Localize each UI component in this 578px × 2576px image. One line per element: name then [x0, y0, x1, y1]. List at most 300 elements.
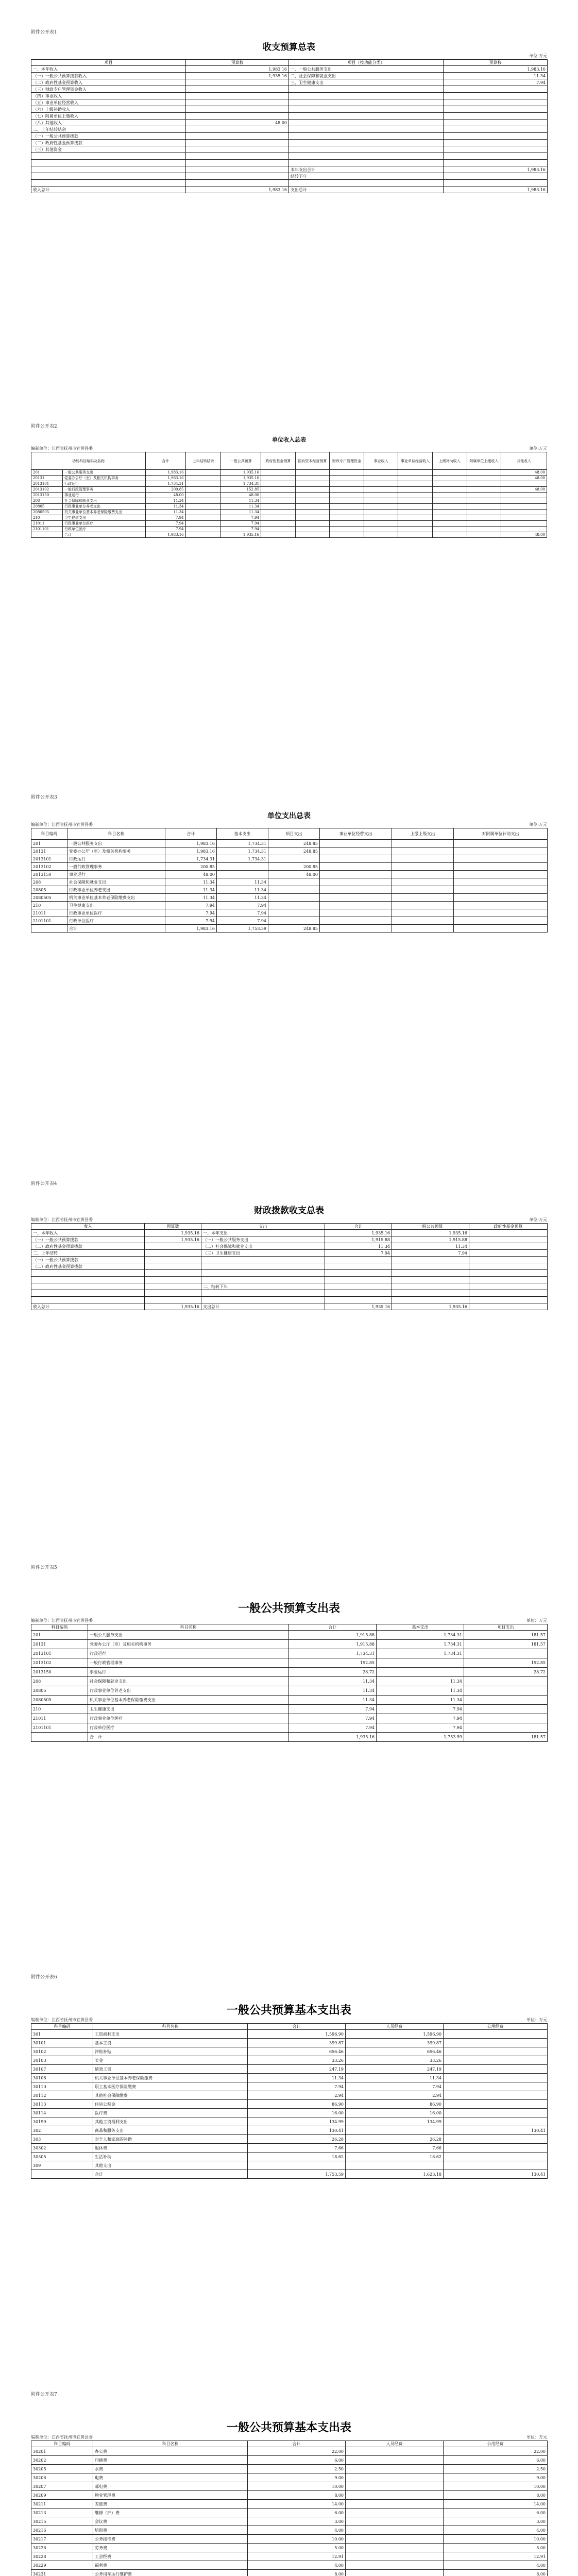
table-cell: 2013150	[31, 871, 67, 878]
table-cell: 30102	[31, 2047, 93, 2056]
table-row	[31, 2065, 548, 2074]
table-cell	[398, 481, 433, 487]
table-cell	[289, 140, 444, 146]
table-cell	[261, 521, 296, 527]
table-row	[31, 173, 548, 180]
table-row	[31, 2526, 548, 2535]
table-cell	[330, 481, 364, 487]
table-cell	[320, 878, 392, 886]
table-cell: 行政事业单位医疗	[63, 521, 146, 527]
table-cell	[392, 1263, 469, 1270]
table-cell	[467, 504, 501, 510]
page-title: 收支预算总表	[263, 42, 315, 53]
table-cell	[268, 917, 320, 925]
table-header-cell: 上级补助收入	[432, 452, 467, 470]
table-cell: 1,983.16	[145, 470, 185, 476]
table-cell: 248.85	[268, 925, 320, 933]
table-cell: 1,734.31	[217, 848, 268, 855]
table-cell	[501, 527, 547, 532]
table-cell: 一般行政管理事务	[63, 487, 146, 493]
table-cell: 1,935.16	[289, 1733, 377, 1742]
table-cell: 11.34	[221, 498, 261, 504]
table-cell: 11.34	[248, 2074, 346, 2082]
table-cell	[346, 2473, 444, 2482]
table-cell	[346, 2561, 444, 2570]
table-header-cell: 人员经费	[346, 2441, 444, 2447]
table-cell: 事业运行	[88, 1668, 289, 1677]
table-cell: 11.34	[145, 504, 185, 510]
table-cell	[261, 487, 296, 493]
table-cell: 48.00	[501, 470, 547, 476]
table-cell: 2013102	[31, 487, 63, 493]
attachment-mark: 附件公开表1	[31, 30, 57, 35]
table-cell	[392, 1277, 469, 1283]
table-header-cell: 项目支出	[464, 1624, 548, 1631]
table-cell	[295, 515, 330, 521]
table-cell	[289, 113, 444, 120]
table-cell: 事业运行	[63, 493, 146, 498]
table-cell: 1,935.16	[221, 532, 261, 538]
table-cell: 208	[31, 1677, 88, 1686]
unit-label: 单位:万元	[529, 54, 547, 58]
table-row	[31, 2544, 548, 2552]
table-cell: 248.85	[268, 840, 320, 848]
unit-label: 单位:万元	[529, 822, 547, 827]
table-cell: 10.00	[444, 2482, 548, 2491]
table-cell: 2.50	[444, 2465, 548, 2473]
table-cell	[186, 99, 289, 106]
table-cell	[364, 510, 398, 515]
table-cell: 行政事业单位养老支出	[63, 504, 146, 510]
table-cell: 2.94	[248, 2091, 346, 2100]
unit-label: 单位：万元	[526, 2435, 547, 2439]
table-cell: 会议费	[93, 2517, 248, 2526]
table-header-cell: 其他收入	[501, 452, 547, 470]
table-cell: 30216	[31, 2526, 93, 2535]
table-cell	[469, 1257, 548, 1263]
table-cell	[464, 1705, 548, 1714]
table-cell: 行政事业单位养老支出	[67, 886, 165, 894]
table-cell: 电费	[93, 2473, 248, 2482]
table-cell	[295, 476, 330, 481]
table-row	[31, 1250, 548, 1257]
table-cell	[346, 2544, 444, 2552]
table-cell: 208	[31, 878, 67, 886]
table-row	[31, 2100, 548, 2109]
table-cell: 本年支出合计	[289, 166, 444, 173]
table-cell: 1,734.31	[145, 481, 185, 487]
table-row	[31, 2082, 548, 2091]
table-row	[31, 2465, 548, 2473]
table-cell: 30229	[31, 2561, 93, 2570]
table-cell: 22.00	[444, 2447, 548, 2456]
table-cell	[320, 848, 392, 855]
table-cell: 2101101	[31, 1723, 88, 1733]
table-cell: 医疗费	[93, 2109, 248, 2117]
table-cell: 一、本年收入	[31, 1230, 145, 1236]
table-cell: 2101101	[31, 527, 63, 532]
table-cell: 二、结转下年	[201, 1283, 325, 1290]
table-row	[31, 493, 547, 498]
table-cell	[186, 146, 289, 153]
table-cell: 一般公共服务支出	[88, 1631, 289, 1640]
table-cell: 11.34	[165, 894, 217, 902]
table-cell: 11.34	[289, 1677, 377, 1686]
table-header-cell: 合计	[248, 2024, 346, 2030]
table-cell: 1,935.16	[325, 1230, 392, 1236]
table-cell	[289, 133, 444, 140]
table-cell: 7.94	[145, 527, 185, 532]
table-cell	[444, 2074, 548, 2082]
table-header-cell: 预算数	[145, 1224, 201, 1230]
table-cell	[392, 1270, 469, 1277]
table-row	[31, 510, 547, 515]
table-cell: 1,915.88	[289, 1631, 377, 1640]
table-cell	[464, 1677, 548, 1686]
table-cell: 1,734.31	[165, 855, 217, 863]
table-row	[31, 2509, 548, 2517]
table-header-cell: 科目名称	[88, 1624, 289, 1631]
table-row	[31, 2056, 548, 2065]
table-cell: 10.00	[248, 2482, 346, 2491]
table-cell	[444, 2153, 548, 2161]
table-header-cell: 预算数	[444, 60, 548, 66]
table-cell: 劳务费	[93, 2544, 248, 2552]
table-cell: 5.00	[248, 2544, 346, 2552]
table-cell: 30226	[31, 2544, 93, 2552]
table-cell	[261, 510, 296, 515]
table-cell: 7.94	[289, 1714, 377, 1723]
table-cell: 1,734.31	[377, 1649, 464, 1658]
table-cell	[185, 532, 221, 538]
table-cell	[398, 532, 433, 538]
table-cell: 收入总计	[31, 187, 186, 193]
table-cell: 2080505	[31, 894, 67, 902]
table-cell	[325, 1263, 392, 1270]
attachment-mark: 附件公开表7	[31, 2392, 57, 2397]
table-cell	[398, 476, 433, 481]
table-cell: 30206	[31, 2473, 93, 2482]
table-cell: 247.19	[346, 2065, 444, 2074]
table-cell: 11.34	[221, 510, 261, 515]
table-row	[31, 73, 548, 79]
table-cell: 11.34	[165, 886, 217, 894]
table-cell	[330, 515, 364, 521]
table-cell	[320, 917, 392, 925]
table-cell	[444, 99, 548, 106]
table-cell: 16.00	[346, 2109, 444, 2117]
table-cell	[330, 504, 364, 510]
table-cell: 2.94	[346, 2091, 444, 2100]
table-cell	[501, 521, 547, 527]
table-cell: 30112	[31, 2091, 93, 2100]
table-cell	[398, 470, 433, 476]
table-cell	[145, 1263, 201, 1270]
table-header-cell: 财政专户管理资金	[330, 452, 364, 470]
table-cell	[454, 871, 548, 878]
table-row	[31, 2517, 548, 2526]
org-label: 编制单位：江西省抚州市宜黄县委	[31, 2435, 93, 2439]
table-cell: 134.99	[346, 2117, 444, 2126]
table-cell	[186, 180, 289, 187]
table-row	[31, 1677, 548, 1686]
table-row	[31, 481, 547, 487]
table-cell	[346, 2482, 444, 2491]
table-cell: 1,983.16	[444, 166, 548, 173]
table-row	[31, 120, 548, 126]
table-cell	[346, 2465, 444, 2473]
table-cell: 7.94	[377, 1714, 464, 1723]
table-cell	[432, 481, 467, 487]
table-cell: 247.19	[248, 2065, 346, 2074]
table-cell	[444, 2082, 548, 2091]
table-row	[31, 153, 548, 160]
table-cell: 7.66	[346, 2144, 444, 2153]
table-cell	[295, 532, 330, 538]
table-cell	[289, 180, 444, 187]
table-cell	[320, 902, 392, 909]
table-row	[31, 1714, 548, 1723]
table-cell	[501, 498, 547, 504]
table-cell	[186, 173, 289, 180]
table-cell: 2013150	[31, 1668, 88, 1677]
table-cell: 收入总计	[31, 1303, 145, 1310]
table-header-cell: 科目名称	[67, 828, 165, 840]
table-cell: 30231	[31, 2570, 93, 2576]
table-cell	[346, 2526, 444, 2535]
table-cell	[444, 160, 548, 166]
table-row	[31, 855, 548, 863]
table-cell	[454, 855, 548, 863]
table-cell: 200.85	[165, 863, 217, 871]
table-row	[31, 146, 548, 153]
org-label: 编制单位：江西省抚州市宜黄县委	[31, 822, 93, 827]
table-cell: 一般公共服务支出	[63, 470, 146, 476]
table-cell: 7.94	[444, 79, 548, 86]
table-row	[31, 2535, 548, 2544]
table-cell: 9.00	[248, 2473, 346, 2482]
table-cell: 奖金	[93, 2056, 248, 2065]
table-cell: （二）政府性基金预算拨款	[31, 1243, 145, 1250]
table-cell: 86.90	[248, 2100, 346, 2109]
table-cell: 党委办公厅（室）及相关机构事务	[63, 476, 146, 481]
table-cell	[268, 878, 320, 886]
table-cell	[444, 113, 548, 120]
table-cell: 结转下年	[289, 173, 444, 180]
table-cell: 公务用车运行维护费	[93, 2570, 248, 2576]
table-header-cell: 一般公共预算	[221, 452, 261, 470]
table-cell: 1,983.16	[145, 532, 185, 538]
table-cell: 5.00	[444, 2544, 548, 2552]
table-row	[31, 66, 548, 73]
table-cell	[377, 1658, 464, 1668]
table-cell: 12.91	[444, 2552, 548, 2561]
table-cell	[469, 1283, 548, 1290]
table-row	[31, 2047, 548, 2056]
table-cell: 2080505	[31, 1696, 88, 1705]
page-title: 财政拨款收支总表	[254, 1206, 324, 1216]
table-cell	[185, 487, 221, 493]
table-cell: 公务接待费	[93, 2535, 248, 2544]
table-cell	[325, 1290, 392, 1297]
table-cell	[330, 527, 364, 532]
table-cell: 卫生健康支出	[67, 902, 165, 909]
table-cell: 181.57	[464, 1733, 548, 1742]
table-cell	[295, 481, 330, 487]
table-cell: 1,935.16	[392, 1303, 469, 1310]
table-cell	[432, 498, 467, 504]
table-cell	[364, 481, 398, 487]
general-budget-table	[31, 1624, 548, 1742]
table-cell	[295, 521, 330, 527]
basic-expenditure-table-1	[31, 2023, 548, 2179]
table-cell: 1,915.88	[325, 1236, 392, 1243]
table-header-cell: 公用经费	[444, 2024, 548, 2030]
table-header-cell: 功能科目编码及名称	[31, 452, 146, 470]
table-cell: 130.41	[444, 2126, 548, 2135]
table-header-cell: 科目编码	[31, 2024, 93, 2030]
table-cell: （八）其他收入	[31, 120, 186, 126]
table-cell: 201	[31, 840, 67, 848]
table-cell: 303	[31, 2135, 93, 2144]
table-row	[31, 180, 548, 187]
table-cell	[364, 470, 398, 476]
table-cell	[201, 1290, 325, 1297]
table-cell	[346, 2126, 444, 2135]
table-cell: 8.00	[248, 2570, 346, 2576]
table-cell	[377, 1668, 464, 1677]
table-cell: 11.34	[145, 498, 185, 504]
table-header-cell: 支出	[201, 1224, 325, 1230]
table-cell: 其他社会保障缴费	[93, 2091, 248, 2100]
table-cell: 30207	[31, 2482, 93, 2491]
table-cell	[289, 146, 444, 153]
table-row	[31, 909, 548, 917]
table-cell: 1,983.16	[186, 66, 289, 73]
table-cell: 2013102	[31, 1658, 88, 1668]
table-cell	[325, 1257, 392, 1263]
table-cell: 16.00	[248, 2109, 346, 2117]
table-cell: 86.90	[346, 2100, 444, 2109]
table-cell: （一）一般公共预算拨款	[31, 1236, 145, 1243]
table-cell	[268, 902, 320, 909]
table-cell	[444, 2091, 548, 2100]
table-cell	[31, 166, 186, 173]
table-cell: 1,935.16	[392, 1230, 469, 1236]
table-row	[31, 2570, 548, 2576]
table-cell: 6.00	[444, 2509, 548, 2517]
table-cell: 11.34	[444, 73, 548, 79]
table-row	[31, 1733, 548, 1742]
page-title: 一般公共预算基本支出表	[226, 2004, 351, 2017]
table-cell: 行政事业单位医疗	[67, 909, 165, 917]
table-cell	[464, 1723, 548, 1733]
table-row	[31, 2500, 548, 2509]
table-cell	[364, 498, 398, 504]
table-cell	[432, 510, 467, 515]
table-cell: 1,596.90	[248, 2030, 346, 2039]
table-cell	[261, 527, 296, 532]
basic-expenditure-section-1	[31, 1973, 547, 2221]
table-cell: 2101101	[31, 917, 67, 925]
table-cell	[469, 1263, 548, 1270]
table-cell: 1,983.16	[444, 187, 548, 193]
table-cell: 二、上年结转	[31, 1250, 145, 1257]
table-cell: 邮电费	[93, 2482, 248, 2491]
table-cell: 社会保障和就业支出	[88, 1677, 289, 1686]
table-cell: 7.94	[145, 521, 185, 527]
table-header-cell: 科目名称	[93, 2441, 248, 2447]
table-cell: 30107	[31, 2065, 93, 2074]
table-cell	[432, 487, 467, 493]
unit-label: 单位:万元	[529, 1217, 547, 1222]
table-cell	[467, 470, 501, 476]
table-header-cell: 对附属单位补助支出	[454, 828, 548, 840]
table-cell: 9.00	[444, 2473, 548, 2482]
table-cell: 其他支出	[93, 2161, 248, 2170]
table-cell	[454, 878, 548, 886]
table-row	[31, 2117, 548, 2126]
table-cell: 2080505	[31, 510, 63, 515]
table-cell: 卫生健康支出	[88, 1705, 289, 1714]
table-row	[31, 894, 548, 902]
table-cell	[392, 909, 454, 917]
table-cell: 机关事业单位基本养老保险缴费支出	[63, 510, 146, 515]
table-cell	[31, 1290, 145, 1297]
table-cell	[145, 1297, 201, 1303]
table-cell: 机关事业单位基本养老保险缴费支出	[67, 894, 165, 902]
table-header-cell: 科目名称	[93, 2024, 248, 2030]
table-cell: 210	[31, 902, 67, 909]
table-cell	[261, 481, 296, 487]
table-cell: 对个人和家庭的补助	[93, 2135, 248, 2144]
table-cell: 1,753.59	[248, 2170, 346, 2179]
table-cell: 152.85	[289, 1658, 377, 1668]
table-cell: 4.00	[248, 2561, 346, 2570]
table-cell: 28.72	[289, 1668, 377, 1677]
table-row	[31, 133, 548, 140]
table-cell: 1,753.59	[217, 925, 268, 933]
org-label: 编制单位：江西省抚州市宜黄县委	[31, 1217, 93, 1222]
table-row	[31, 902, 548, 909]
table-row	[31, 2561, 548, 2570]
table-cell	[346, 2517, 444, 2526]
table-cell: 党委办公厅（室）及相关机构事务	[88, 1640, 289, 1649]
table-cell: 48.00	[165, 871, 217, 878]
table-cell: 1,734.31	[377, 1631, 464, 1640]
table-cell: 11.34	[221, 504, 261, 510]
table-cell	[325, 1270, 392, 1277]
table-header-cell: 项目	[31, 60, 186, 66]
table-cell	[320, 863, 392, 871]
table-cell: 14.00	[248, 2500, 346, 2509]
table-cell	[467, 481, 501, 487]
table-cell	[31, 173, 186, 180]
table-row	[31, 1705, 548, 1714]
table-cell	[346, 2456, 444, 2465]
table-cell	[398, 504, 433, 510]
table-cell	[320, 871, 392, 878]
table-cell: 一、本年支出	[201, 1230, 325, 1236]
table-cell: 支出总计	[201, 1303, 325, 1310]
table-cell: 130.41	[444, 2170, 548, 2179]
table-row	[31, 2091, 548, 2100]
table-cell: 7.94	[165, 917, 217, 925]
table-cell	[325, 1283, 392, 1290]
table-cell	[295, 493, 330, 498]
table-cell	[186, 93, 289, 99]
table-cell	[185, 498, 221, 504]
